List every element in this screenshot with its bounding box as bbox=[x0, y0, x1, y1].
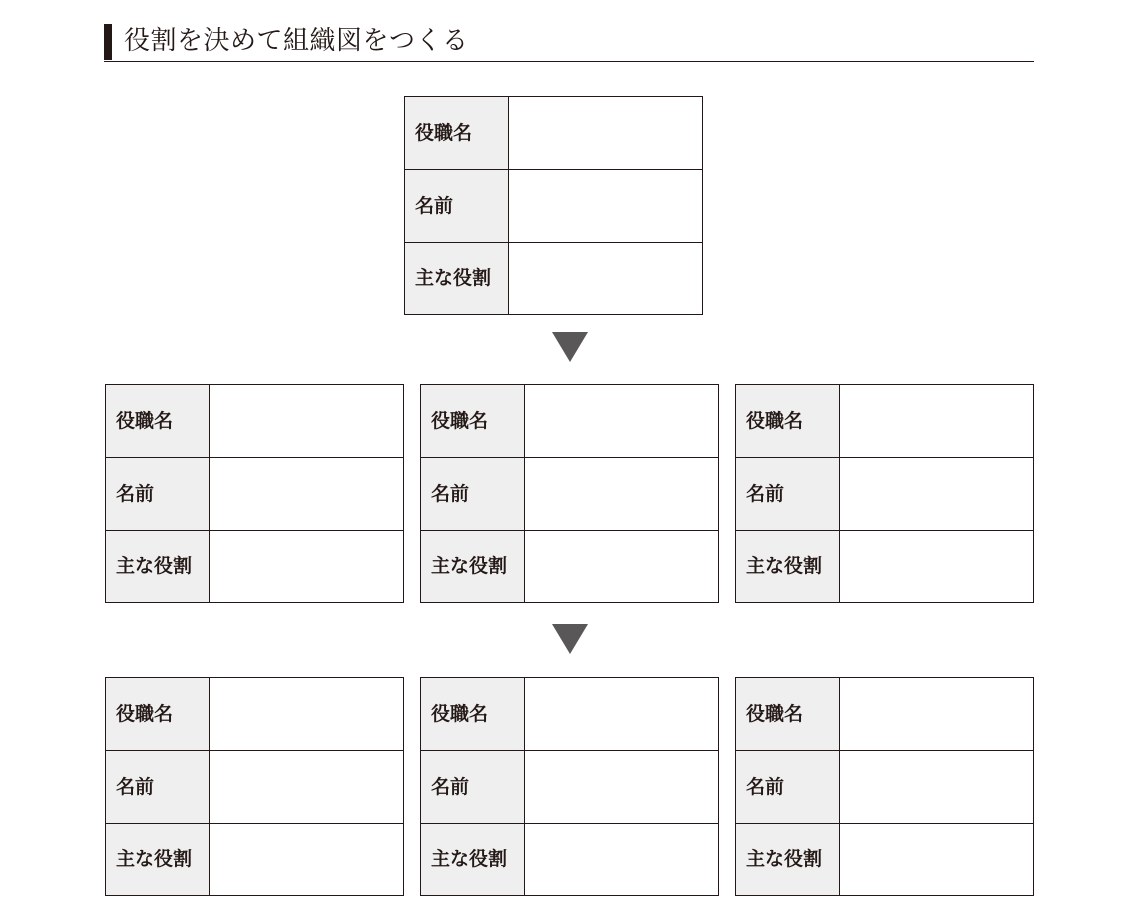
role-label: 主な役割 bbox=[106, 531, 210, 602]
position-label: 役職名 bbox=[106, 385, 210, 457]
role-value[interactable] bbox=[840, 824, 1033, 895]
triangle-down-icon bbox=[552, 332, 588, 362]
role-label: 主な役割 bbox=[736, 531, 840, 602]
position-label: 役職名 bbox=[421, 385, 525, 457]
position-row bbox=[736, 385, 1033, 458]
name-row bbox=[421, 458, 718, 531]
name-value[interactable] bbox=[840, 751, 1033, 823]
name-row bbox=[405, 170, 702, 243]
name-row bbox=[106, 458, 403, 531]
position-value[interactable] bbox=[210, 678, 403, 750]
role-value[interactable] bbox=[525, 824, 718, 895]
role-label: 主な役割 bbox=[421, 824, 525, 895]
name-value[interactable] bbox=[509, 170, 702, 242]
position-row bbox=[405, 97, 702, 170]
name-label: 名前 bbox=[421, 751, 525, 823]
position-row bbox=[421, 385, 718, 458]
position-label: 役職名 bbox=[405, 97, 509, 169]
role-row bbox=[736, 531, 1033, 602]
position-label: 役職名 bbox=[736, 678, 840, 750]
role-label: 主な役割 bbox=[106, 824, 210, 895]
name-row bbox=[736, 458, 1033, 531]
role-label: 主な役割 bbox=[421, 531, 525, 602]
position-value[interactable] bbox=[210, 385, 403, 457]
org-card bbox=[420, 677, 719, 896]
position-value[interactable] bbox=[525, 385, 718, 457]
page-title: 役割を決めて組織図をつくる bbox=[124, 26, 469, 56]
name-value[interactable] bbox=[525, 458, 718, 530]
name-label: 名前 bbox=[106, 751, 210, 823]
name-value[interactable] bbox=[210, 751, 403, 823]
role-row bbox=[106, 824, 403, 895]
org-card bbox=[404, 96, 703, 315]
role-value[interactable] bbox=[210, 531, 403, 602]
name-label: 名前 bbox=[421, 458, 525, 530]
position-row bbox=[106, 385, 403, 458]
role-row bbox=[106, 531, 403, 602]
position-row bbox=[736, 678, 1033, 751]
name-label: 名前 bbox=[736, 751, 840, 823]
role-row bbox=[421, 824, 718, 895]
role-value[interactable] bbox=[210, 824, 403, 895]
role-label: 主な役割 bbox=[736, 824, 840, 895]
name-row bbox=[421, 751, 718, 824]
position-row bbox=[421, 678, 718, 751]
position-value[interactable] bbox=[840, 385, 1033, 457]
name-label: 名前 bbox=[106, 458, 210, 530]
position-value[interactable] bbox=[840, 678, 1033, 750]
position-label: 役職名 bbox=[106, 678, 210, 750]
role-row bbox=[405, 243, 702, 314]
org-card bbox=[735, 677, 1034, 896]
org-card bbox=[420, 384, 719, 603]
role-row bbox=[421, 531, 718, 602]
role-value[interactable] bbox=[525, 531, 718, 602]
org-card bbox=[735, 384, 1034, 603]
name-label: 名前 bbox=[405, 170, 509, 242]
role-value[interactable] bbox=[840, 531, 1033, 602]
position-value[interactable] bbox=[509, 97, 702, 169]
position-row bbox=[106, 678, 403, 751]
name-value[interactable] bbox=[525, 751, 718, 823]
role-label: 主な役割 bbox=[405, 243, 509, 314]
position-label: 役職名 bbox=[421, 678, 525, 750]
section-heading bbox=[104, 24, 1034, 62]
heading-accent-bar bbox=[104, 24, 112, 60]
name-value[interactable] bbox=[210, 458, 403, 530]
name-row bbox=[736, 751, 1033, 824]
name-row bbox=[106, 751, 403, 824]
position-value[interactable] bbox=[525, 678, 718, 750]
role-row bbox=[736, 824, 1033, 895]
org-card bbox=[105, 384, 404, 603]
name-value[interactable] bbox=[840, 458, 1033, 530]
position-label: 役職名 bbox=[736, 385, 840, 457]
role-value[interactable] bbox=[509, 243, 702, 314]
name-label: 名前 bbox=[736, 458, 840, 530]
org-card bbox=[105, 677, 404, 896]
triangle-down-icon bbox=[552, 624, 588, 654]
